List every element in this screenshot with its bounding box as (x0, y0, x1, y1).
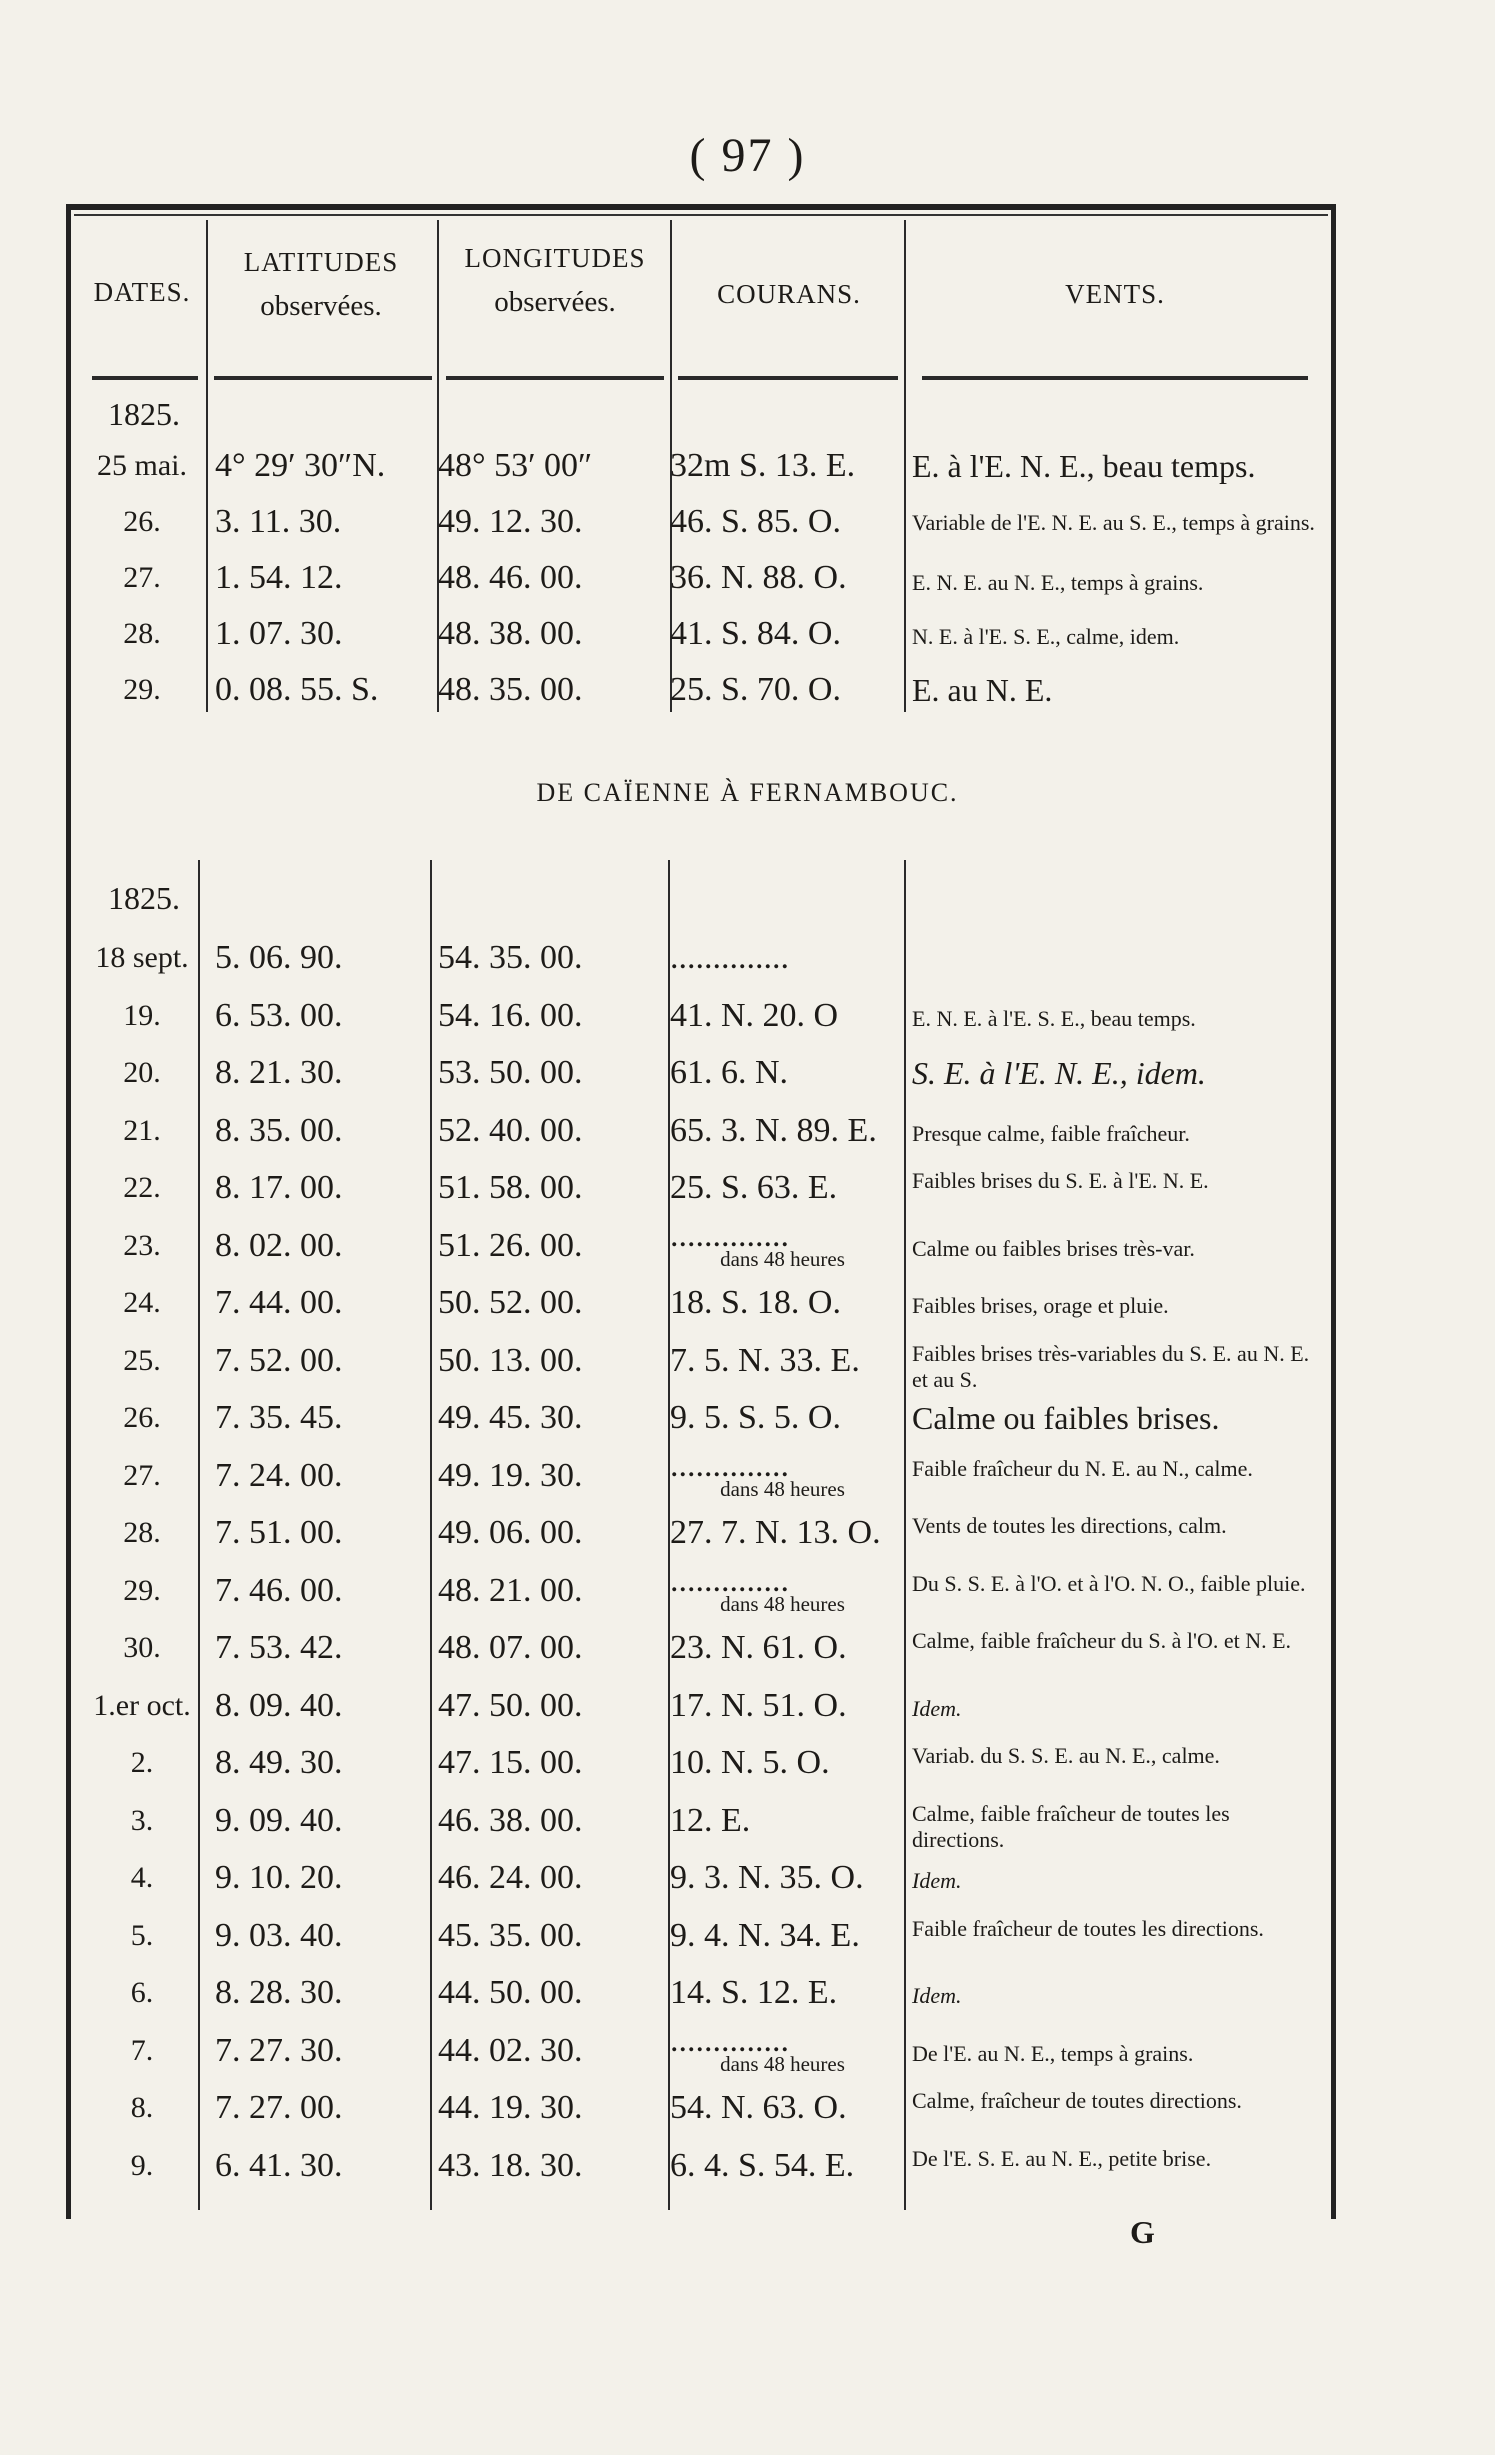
row-lat: 5. 06. 90. (215, 939, 343, 976)
row-date: 30. (123, 1631, 161, 1664)
row-lon: 54. 16. 00. (438, 997, 583, 1034)
section-title: DE CAÏENNE À FERNAMBOUC. (536, 778, 959, 807)
row-cur: 54. N. 63. O. (670, 2089, 847, 2126)
row-vent: E. au N. E. (912, 672, 1053, 708)
row-cur: 23. N. 61. O. (670, 1629, 847, 1666)
row-vent: Idem. (912, 1696, 962, 1721)
row-vent: Variable de l'E. N. E. au S. E., temps à grains. (912, 510, 1315, 535)
row-lon: 47. 50. 00. (438, 1687, 583, 1724)
row-lat: 9. 09. 40. (215, 1802, 343, 1839)
row-vent: Calme ou faibles brises. (912, 1400, 1220, 1436)
row-lon: 53. 50. 00. (438, 1054, 583, 1091)
row-cur: 65. 3. N. 89. E. (670, 1112, 877, 1149)
row-vent: Calme, fraîcheur de toutes directions. (912, 2088, 1242, 2113)
row-cur: 7. 5. N. 33. E. (670, 1342, 860, 1379)
header-rule-cur (678, 376, 898, 380)
row-lon: 49. 45. 30. (438, 1399, 583, 1436)
row-lon: 49. 06. 00. (438, 1514, 583, 1551)
row-date: 21. (123, 1114, 161, 1147)
row-cur: .............. (670, 1447, 789, 1484)
row-cur: 25. S. 70. O. (670, 671, 841, 708)
row-lat: 7. 27. 00. (215, 2089, 343, 2126)
row-lon: 50. 52. 00. (438, 1284, 583, 1321)
section2-year: 1825. (108, 880, 180, 916)
row-date: 26. (123, 505, 161, 538)
row-vent: Presque calme, faible fraîcheur. (912, 1121, 1190, 1146)
row-lon: 48. 35. 00. (438, 671, 583, 708)
row-cur: .............. (670, 1562, 789, 1599)
row-date: 23. (123, 1229, 161, 1262)
row-lat: 8. 35. 00. (215, 1112, 343, 1149)
header-latitudes-sub: observées. (260, 290, 382, 322)
row-lat: 7. 46. 00. (215, 1572, 343, 1609)
row-cur: 9. 4. N. 34. E. (670, 1917, 860, 1954)
divider-dates (206, 220, 208, 712)
row-cur: 14. S. 12. E. (670, 1974, 838, 2011)
divider-cur-2 (904, 860, 906, 2210)
row-vent: Du S. S. E. à l'O. et à l'O. N. O., faible pluie. (912, 1571, 1306, 1596)
row-date: 4. (130, 1861, 154, 1894)
row-lon: 46. 38. 00. (438, 1802, 583, 1839)
header-longitudes (442, 236, 668, 324)
row-lon: 48. 46. 00. (438, 559, 583, 596)
row-lat: 8. 02. 00. (215, 1227, 343, 1264)
row-lat: 7. 52. 00. (215, 1342, 343, 1379)
row-date: 25. (123, 1344, 161, 1377)
row-vent: Faibles brises très-variables du S. E. au N. E. et au S. (912, 1341, 1310, 1392)
row-date: 29. (123, 1574, 161, 1607)
row-lon: 51. 58. 00. (438, 1169, 583, 1206)
row-cur: 27. 7. N. 13. O. (670, 1514, 881, 1551)
row-cur: 6. 4. S. 54. E. (670, 2147, 855, 2184)
row-cur-note: dans 48 heures (720, 1592, 845, 1616)
header-vents: VENTS. (1065, 279, 1165, 309)
row-lon: 48. 21. 00. (438, 1572, 583, 1609)
row-lat: 7. 53. 42. (215, 1629, 343, 1666)
row-lon: 54. 35. 00. (438, 939, 583, 976)
row-vent: E. à l'E. N. E., beau temps. (912, 448, 1256, 484)
row-cur: 17. N. 51. O. (670, 1687, 847, 1724)
row-lat: 8. 21. 30. (215, 1054, 343, 1091)
header-latitudes-label: LATITUDES (243, 247, 399, 277)
row-date: 24. (123, 1286, 161, 1319)
row-lat: 9. 03. 40. (215, 1917, 343, 1954)
row-date: 20. (123, 1056, 161, 1089)
row-lat: 7. 44. 00. (215, 1284, 343, 1321)
row-cur: 10. N. 5. O. (670, 1744, 830, 1781)
row-lon: 50. 13. 00. (438, 1342, 583, 1379)
row-lon: 44. 02. 30. (438, 2032, 583, 2069)
row-vent: Vents de toutes les directions, calm. (912, 1513, 1227, 1538)
row-vent: Calme, faible fraîcheur du S. à l'O. et N. E. (912, 1628, 1292, 1653)
header-latitudes (210, 240, 432, 328)
row-date: 3. (130, 1804, 154, 1837)
row-vent: E. N. E. à l'E. S. E., beau temps. (912, 1006, 1196, 1031)
row-lat: 3. 11. 30. (215, 503, 342, 540)
row-vent: E. N. E. au N. E., temps à grains. (912, 570, 1204, 595)
row-lat: 1. 07. 30. (215, 615, 343, 652)
row-vent: Faibles brises du S. E. à l'E. N. E. (912, 1168, 1209, 1193)
row-lon: 47. 15. 00. (438, 1744, 583, 1781)
row-lat: 6. 53. 00. (215, 997, 343, 1034)
row-lat: 6. 41. 30. (215, 2147, 343, 2184)
row-cur: 41. S. 84. O. (670, 615, 841, 652)
row-cur: 9. 3. N. 35. O. (670, 1859, 864, 1896)
header-courans: COURANS. (717, 279, 861, 309)
page-number: ( 97 ) (689, 129, 806, 182)
row-date: 22. (123, 1171, 161, 1204)
row-cur: 9. 5. S. 5. O. (670, 1399, 841, 1436)
header-rule-dates (92, 376, 198, 380)
header-dates: DATES. (93, 277, 191, 307)
row-cur: .............. (670, 1217, 789, 1254)
row-lon: 49. 19. 30. (438, 1457, 583, 1494)
row-lat: 8. 28. 30. (215, 1974, 343, 2011)
row-cur: 41. N. 20. O (670, 997, 839, 1034)
row-date: 25 mai. (97, 449, 187, 482)
row-lat: 8. 09. 40. (215, 1687, 343, 1724)
row-vent: N. E. à l'E. S. E., calme, idem. (912, 624, 1180, 649)
row-lat: 9. 10. 20. (215, 1859, 343, 1896)
header-rule-vents (922, 376, 1308, 380)
row-date: 9. (130, 2149, 154, 2182)
row-date: 2. (130, 1746, 154, 1779)
row-date: 26. (123, 1401, 161, 1434)
row-lat: 4° 29′ 30″N. (215, 447, 386, 484)
row-vent: Idem. (912, 1868, 962, 1893)
row-lat: 8. 17. 00. (215, 1169, 343, 1206)
divider-lat-2 (430, 860, 432, 2210)
row-date: 29. (123, 673, 161, 706)
row-cur: 12. E. (670, 1802, 751, 1839)
row-cur-note: dans 48 heures (720, 2052, 845, 2076)
row-vent: S. E. à l'E. N. E., idem. (912, 1055, 1206, 1091)
row-lon: 46. 24. 00. (438, 1859, 583, 1896)
row-lat: 7. 51. 00. (215, 1514, 343, 1551)
row-lat: 0. 08. 55. S. (215, 671, 379, 708)
row-lon: 44. 50. 00. (438, 1974, 583, 2011)
row-date: 28. (123, 617, 161, 650)
row-cur: 36. N. 88. O. (670, 559, 847, 596)
row-lon: 48. 07. 00. (438, 1629, 583, 1666)
row-date: 19. (123, 999, 161, 1032)
row-cur-note: dans 48 heures (720, 1477, 845, 1501)
row-vent: De l'E. au N. E., temps à grains. (912, 2041, 1194, 2066)
row-cur: 46. S. 85. O. (670, 503, 841, 540)
row-cur-note: dans 48 heures (720, 1247, 845, 1271)
row-lat: 1. 54. 12. (215, 559, 343, 596)
row-cur: .............. (670, 939, 789, 976)
divider-cur (904, 220, 906, 712)
row-vent: De l'E. S. E. au N. E., petite brise. (912, 2146, 1212, 2171)
row-vent: Idem. (912, 1983, 962, 2008)
row-vent: Faibles brises, orage et pluie. (912, 1293, 1169, 1318)
row-lon: 48° 53′ 00″ (438, 447, 593, 484)
row-date: 27. (123, 1459, 161, 1492)
signature-mark: G (1130, 2214, 1155, 2250)
header-longitudes-label: LONGITUDES (464, 243, 646, 273)
row-lon: 44. 19. 30. (438, 2089, 583, 2126)
row-cur: .............. (670, 2022, 789, 2059)
row-lon: 43. 18. 30. (438, 2147, 583, 2184)
row-date: 6. (130, 1976, 154, 2009)
row-vent: Calme, faible fraîcheur de toutes les directions. (912, 1801, 1230, 1852)
row-cur: 18. S. 18. O. (670, 1284, 841, 1321)
row-date: 7. (130, 2034, 154, 2067)
row-lon: 52. 40. 00. (438, 1112, 583, 1149)
row-lat: 7. 24. 00. (215, 1457, 343, 1494)
row-lon: 49. 12. 30. (438, 503, 583, 540)
section1-year: 1825. (108, 396, 180, 432)
header-longitudes-sub: observées. (494, 286, 616, 318)
row-cur: 25. S. 63. E. (670, 1169, 838, 1206)
row-cur: 61. 6. N. (670, 1054, 789, 1091)
row-lon: 51. 26. 00. (438, 1227, 583, 1264)
row-date: 8. (130, 2091, 154, 2124)
row-vent: Faible fraîcheur du N. E. au N., calme. (912, 1456, 1253, 1481)
header-rule-lat (214, 376, 432, 380)
row-vent: Calme ou faibles brises très-var. (912, 1236, 1195, 1261)
row-cur: 32m S. 13. E. (670, 447, 856, 484)
header-rule-lon (446, 376, 664, 380)
row-vent: Faible fraîcheur de toutes les directions. (912, 1916, 1264, 1941)
row-date: 27. (123, 561, 161, 594)
row-vent: Variab. du S. S. E. au N. E., calme. (912, 1743, 1220, 1768)
row-lat: 7. 35. 45. (215, 1399, 343, 1436)
row-lon: 45. 35. 00. (438, 1917, 583, 1954)
row-date: 28. (123, 1516, 161, 1549)
row-date: 5. (130, 1919, 154, 1952)
row-lat: 8. 49. 30. (215, 1744, 343, 1781)
row-lat: 7. 27. 30. (215, 2032, 343, 2069)
row-date: 1.er oct. (93, 1689, 191, 1722)
row-lon: 48. 38. 00. (438, 615, 583, 652)
table-frame-inner-rule (74, 214, 1328, 216)
row-date: 18 sept. (95, 941, 189, 974)
